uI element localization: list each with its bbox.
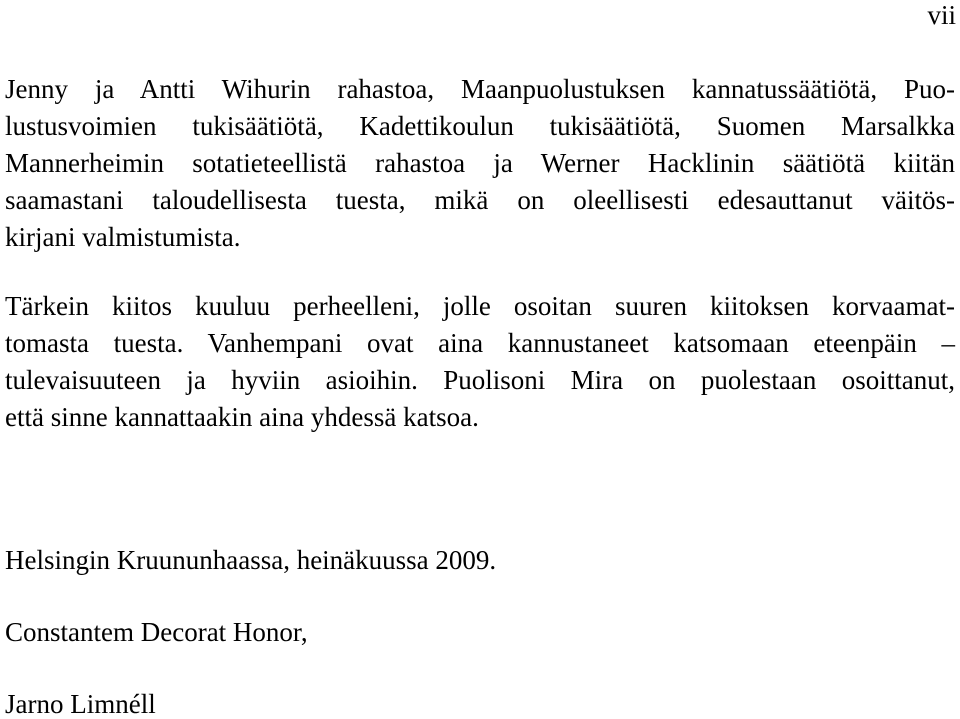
page-number: vii: [927, 0, 956, 30]
paragraph-line: Mannerheimin sotatieteellistä rahastoa ja Werner Hacklinin säätiötä kiitän: [5, 148, 955, 178]
paragraph-line: tulevaisuuteen ja hyviin asioihin. Puolisoni Mira on puolestaan osoittanut,: [5, 365, 955, 395]
paragraph-line: lustusvoimien tukisäätiötä, Kadettikoulun tukisäätiötä, Suomen Marsalkka: [5, 111, 955, 141]
paragraph-line: tomasta tuesta. Vanhempani ovat aina kannustaneet katsomaan eteenpäin –: [5, 328, 955, 358]
paragraph-line: että sinne kannattaakin aina yhdessä katsoa.: [5, 402, 479, 432]
author-signature: Jarno Limnéll: [5, 689, 156, 719]
motto-line: Constantem Decorat Honor,: [5, 617, 308, 647]
paragraph-line: Jenny ja Antti Wihurin rahastoa, Maanpuolustuksen kannatussäätiötä, Puo-: [5, 74, 955, 104]
paragraph-line: kirjani valmistumista.: [5, 222, 241, 252]
paragraph-line: saamastani taloudellisesta tuesta, mikä on oleellisesti edesauttanut väitös-: [5, 185, 955, 215]
paragraph-line: Tärkein kiitos kuuluu perheelleni, jolle osoitan suuren kiitoksen korvaamat-: [5, 291, 955, 321]
place-date-line: Helsingin Kruununhaassa, heinäkuussa 2009.: [5, 545, 497, 575]
